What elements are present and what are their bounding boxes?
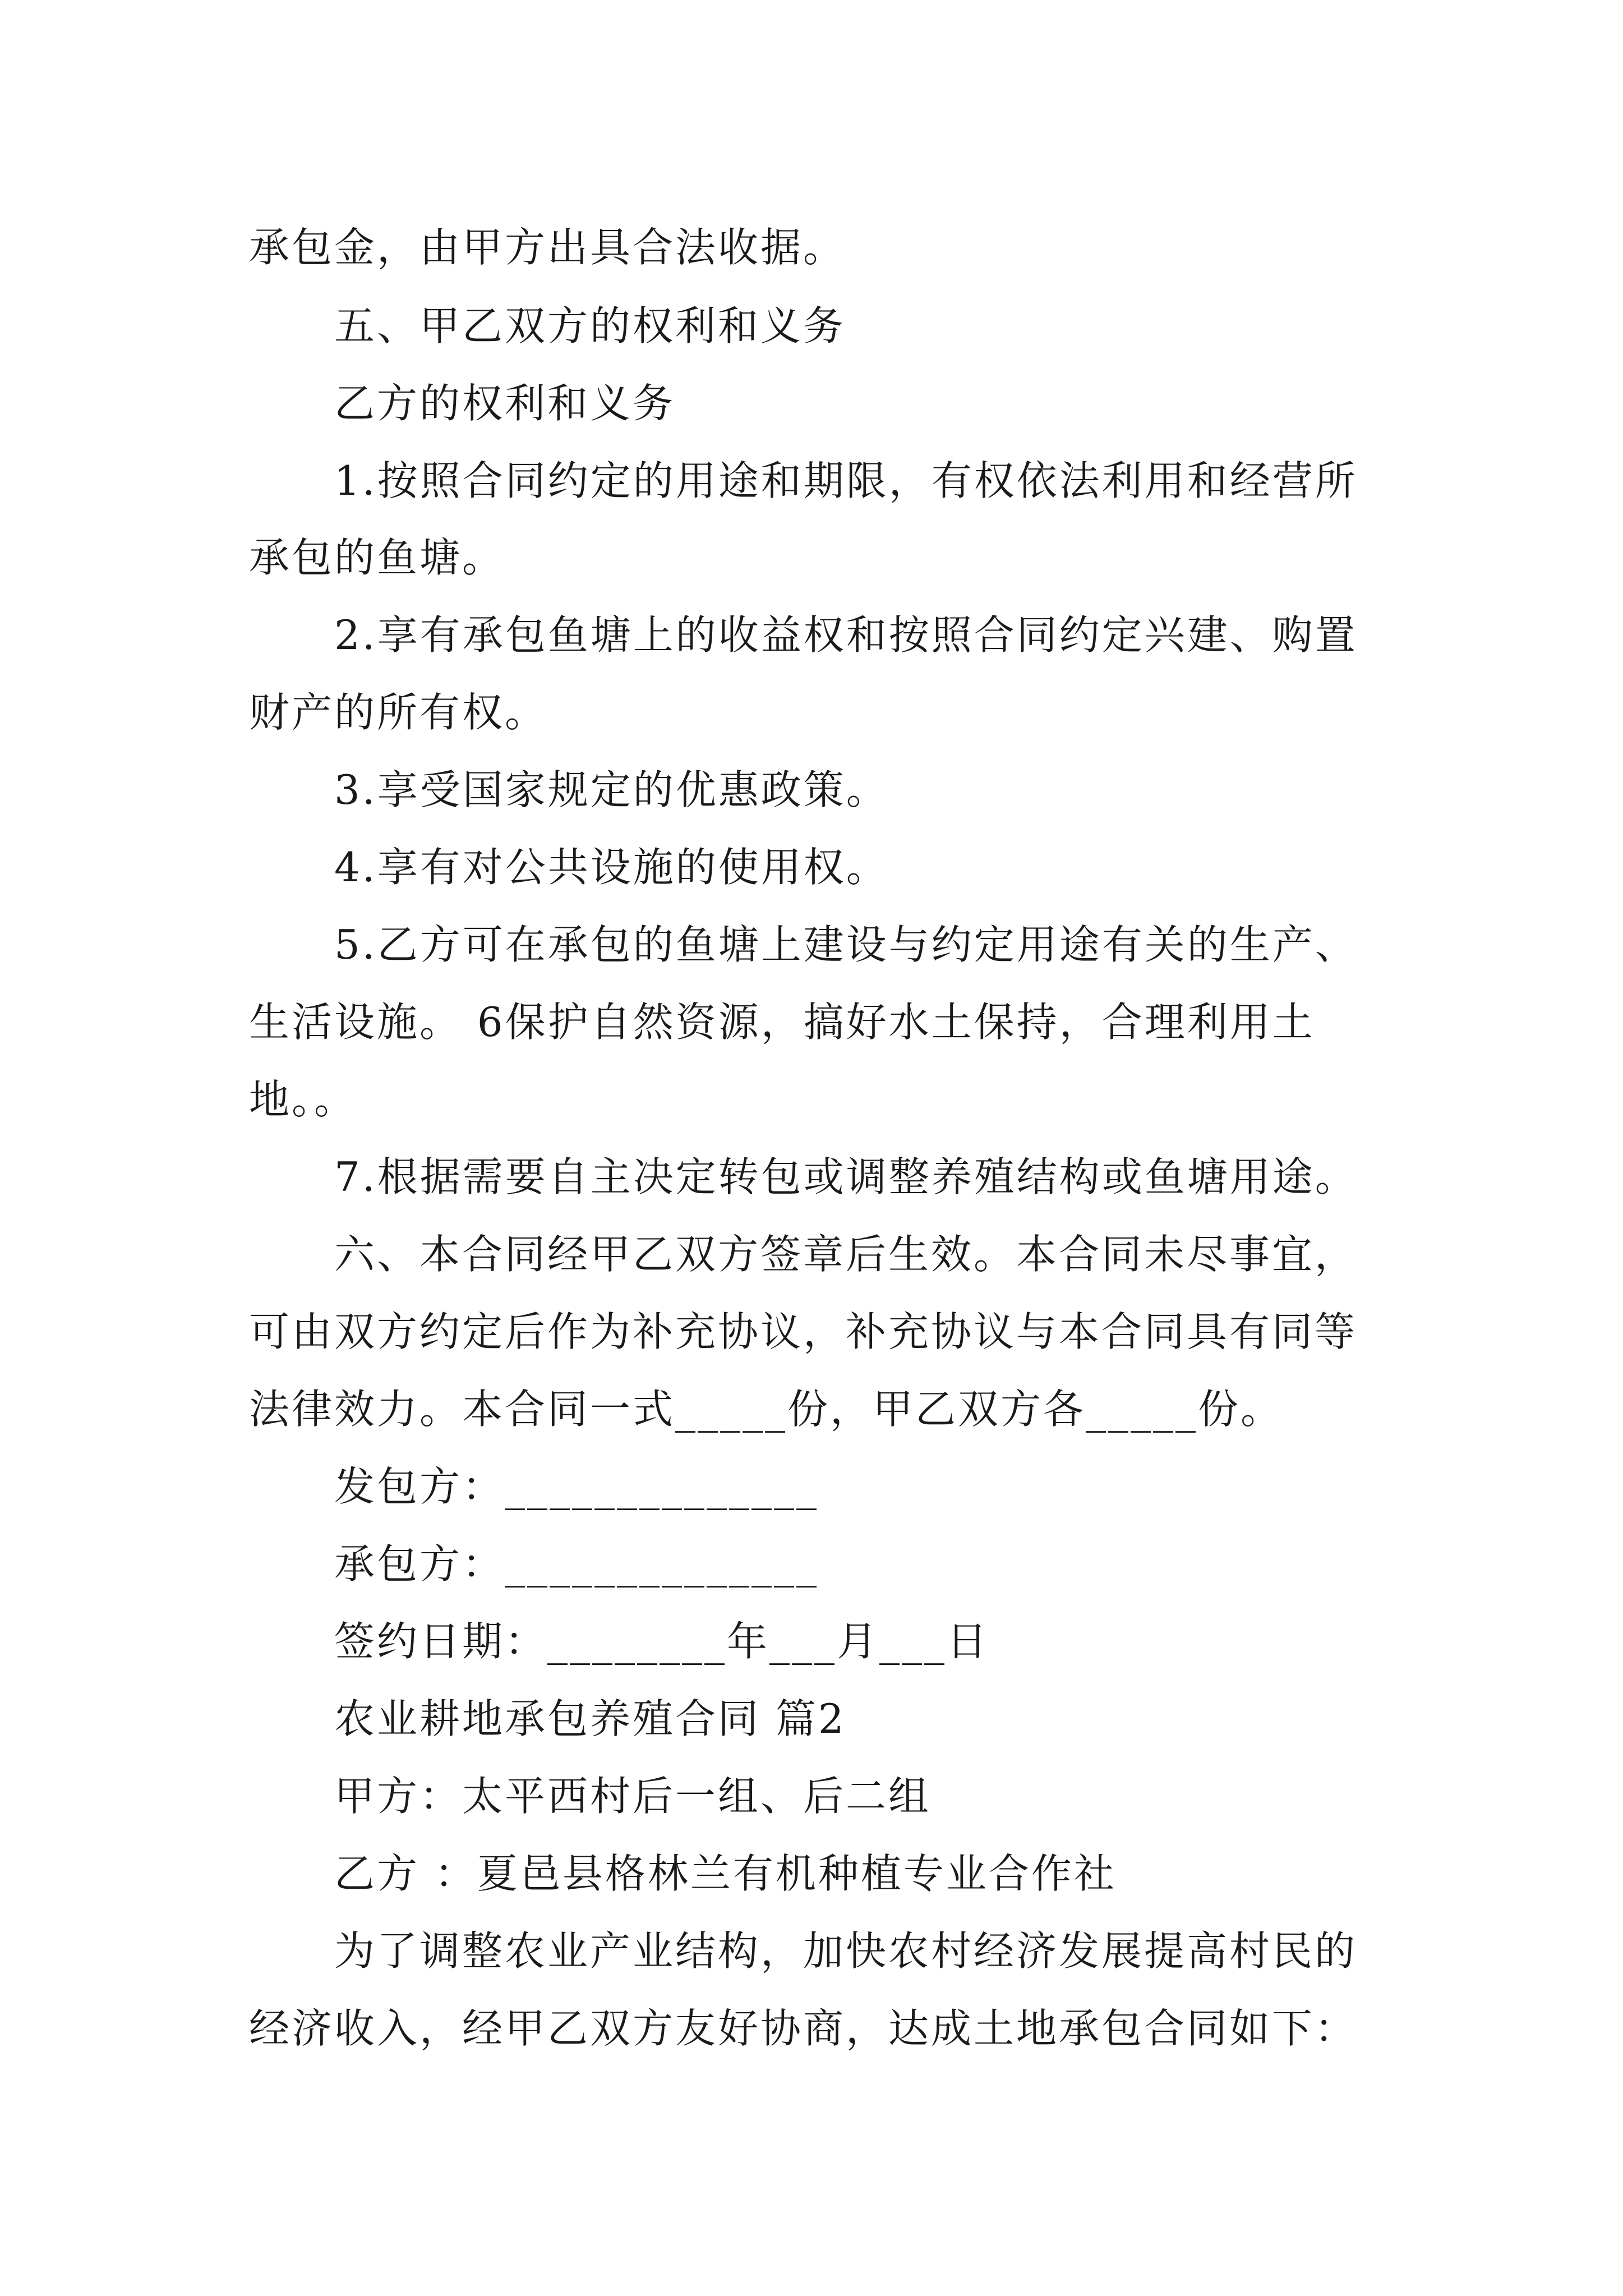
text-line: 3.享受国家规定的优惠政策。 bbox=[334, 766, 889, 813]
party-a-line: 甲方：太平西村后一组、后二组 bbox=[334, 1773, 932, 1820]
text-line: 经济收入，经甲乙双方友好协商，达成土地承包合同如下： bbox=[249, 2005, 1358, 2052]
text-line: 财产的所有权。 bbox=[249, 689, 548, 736]
party-b-line: 乙方 ：夏邑县格林兰有机种植专业合作社 bbox=[334, 1850, 1117, 1897]
text-line: 法律效力。本合同一式_____份，甲乙双方各_____份。 bbox=[249, 1386, 1284, 1433]
text-line: 地。。 bbox=[249, 1076, 357, 1123]
text-line: 生活设施。 6保护自然资源，搞好水土保持，合理利用土 bbox=[249, 999, 1315, 1046]
text-line: 4.享有对公共设施的使用权。 bbox=[334, 844, 889, 891]
signing-date-field: 签约日期：________年___月___日 bbox=[334, 1618, 990, 1665]
text-line: 承包金，由甲方出具合法收据。 bbox=[249, 224, 846, 271]
signature-field-issuer: 发包方：______________ bbox=[334, 1463, 819, 1510]
signature-field-contractor: 承包方：______________ bbox=[334, 1540, 819, 1588]
text-line: 为了调整农业产业结构，加快农村经济发展提高村民的 bbox=[334, 1927, 1358, 1975]
text-line: 可由双方约定后作为补充协议，补充协议与本合同具有同等 bbox=[249, 1308, 1358, 1355]
text-line: 5.乙方可在承包的鱼塘上建设与约定用途有关的生产、 bbox=[334, 921, 1358, 968]
text-line: 2.享有承包鱼塘上的收益权和按照合同约定兴建、购置 bbox=[334, 611, 1358, 659]
text-line: 承包的鱼塘。 bbox=[249, 534, 505, 581]
subsection-heading: 乙方的权利和义务 bbox=[334, 380, 676, 427]
section-title: 农业耕地承包养殖合同 篇2 bbox=[334, 1695, 846, 1742]
section-heading: 五、甲乙双方的权利和义务 bbox=[334, 302, 846, 349]
section-heading: 六、本合同经甲乙双方签章后生效。本合同未尽事宜， bbox=[334, 1231, 1358, 1278]
text-line: 7.根据需要自主决定转包或调整养殖结构或鱼塘用途。 bbox=[334, 1153, 1358, 1200]
text-line: 1.按照合同约定的用途和期限，有权依法利用和经营所 bbox=[334, 457, 1358, 504]
